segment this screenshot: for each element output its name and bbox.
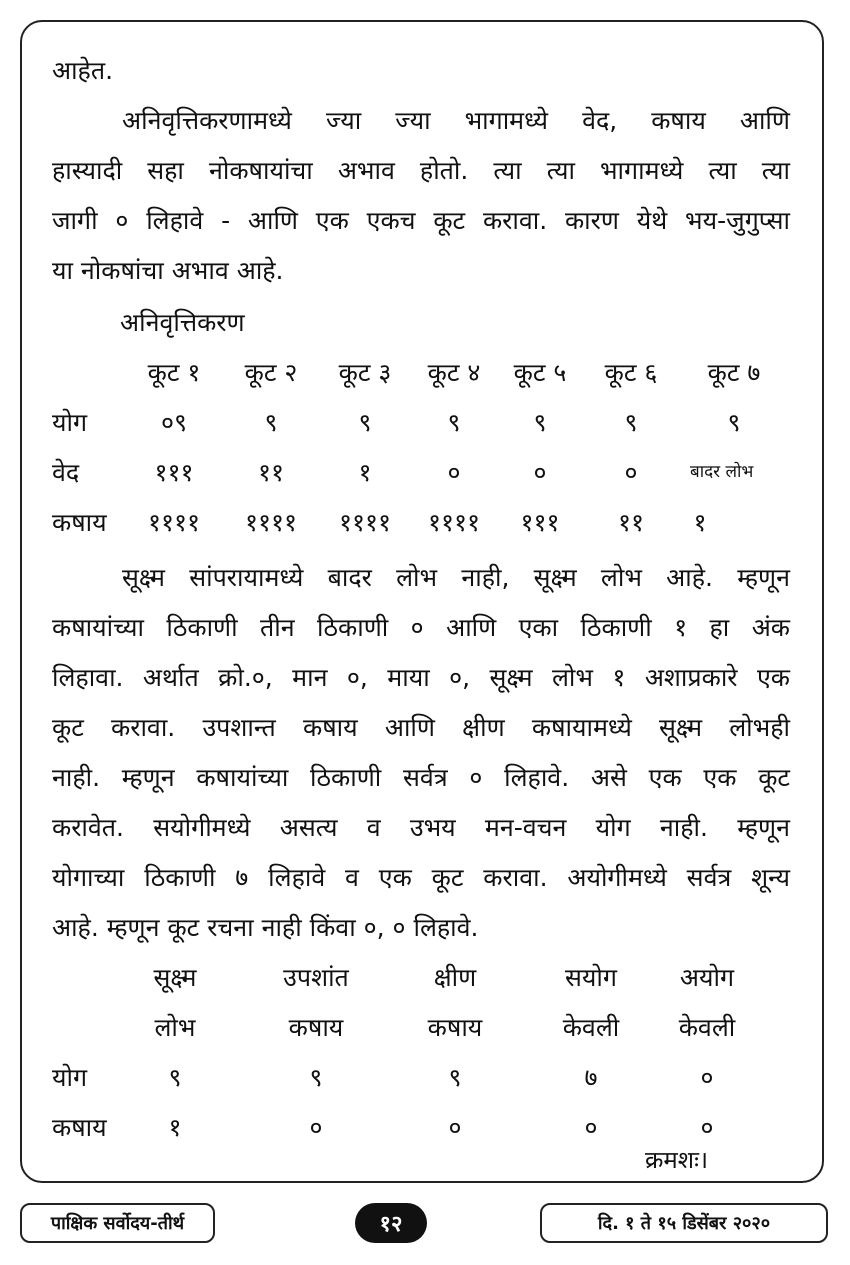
table-cell: ११: [257, 458, 284, 487]
table-header: कषाय: [288, 1013, 344, 1042]
table-cell: १: [693, 508, 707, 537]
continued-marker: क्रमशः।: [645, 1146, 709, 1174]
table-cell: १: [168, 1113, 182, 1142]
page-number: १२: [355, 1203, 427, 1243]
text-line: आहे. म्हणून कूट रचना नाही किंवा ०, ० लिहावे.: [52, 913, 479, 942]
row-label: योग: [52, 408, 88, 437]
table-header: लोभ: [154, 1013, 196, 1042]
table-header: क्षीण: [433, 963, 477, 992]
text-line: आहेत.: [52, 56, 114, 85]
table-cell: ०: [447, 458, 461, 487]
text-line: कषायांच्या ठिकाणी तीन ठिकाणी ० आणि एका ठिकाणी १ हा अंक: [52, 613, 790, 642]
row-label: कषाय: [52, 508, 107, 537]
table-header: सूक्ष्म: [153, 963, 197, 992]
table-cell: ९: [727, 408, 741, 437]
table-header: केवली: [562, 1013, 620, 1042]
text-line: नाही. म्हणून कषायांच्या ठिकाणी सर्वत्र ० लिहावे. असे एक एक कूट: [52, 763, 790, 792]
text-line: जागी ० लिहावे - आणि एक एकच कूट करावा. कारण येथे भय-जुगुप्सा: [52, 206, 790, 235]
table-cell: ११: [617, 508, 644, 537]
table-cell: ११११: [427, 508, 480, 537]
table-title: अनिवृत्तिकरण: [120, 308, 245, 337]
table-header: अयोग: [679, 963, 735, 992]
table-header: कूट १: [147, 358, 201, 387]
text-line: कूट करावा. उपशान्त कषाय आणि क्षीण कषायामध्ये सूक्ष्म लोभही: [52, 713, 790, 742]
table-cell: ९: [447, 408, 461, 437]
table-header: कूट २: [244, 358, 298, 387]
text-line: सूक्ष्म सांपरायामध्ये बादर लोभ नाही, सूक्ष्म लोभ आहे. म्हणून: [122, 563, 790, 592]
text-line: लिहावा. अर्थात क्रो.०, मान ०, माया ०, सूक्ष्म लोभ १ अशाप्रकारे एक: [52, 663, 790, 692]
text-line: अनिवृत्तिकरणामध्ये ज्या ज्या भागामध्ये वेद, कषाय आणि: [122, 106, 790, 135]
table-header: केवली: [678, 1013, 736, 1042]
table-header: कूट ४: [427, 358, 481, 387]
table-cell: ९: [358, 408, 372, 437]
table-cell: ९: [533, 408, 547, 437]
table-cell: १: [358, 458, 372, 487]
page-border: [20, 20, 824, 1183]
text-line: हास्यादी सहा नोकषायांचा अभाव होतो. त्या त्या भागामध्ये त्या त्या: [52, 156, 790, 185]
table-cell: ७: [584, 1063, 598, 1092]
table-cell: ०: [700, 1063, 714, 1092]
table-cell: ०: [448, 1113, 462, 1142]
table-cell: ९: [624, 408, 638, 437]
table-cell: १११: [520, 508, 560, 537]
table-cell: ९: [309, 1063, 323, 1092]
table-header: कूट ६: [604, 358, 658, 387]
text-line: या नोकषांचा अभाव आहे.: [52, 256, 284, 285]
table-cell: ११११: [338, 508, 391, 537]
table-cell: बादर लोभ: [690, 462, 754, 482]
table-cell: ९: [168, 1063, 182, 1092]
row-label: वेद: [52, 458, 80, 487]
table-cell: ९: [448, 1063, 462, 1092]
table-cell: ०: [624, 458, 638, 487]
text-line: योगाच्या ठिकाणी ७ लिहावे व एक कूट करावा. अयोगीमध्ये सर्वत्र शून्य: [52, 863, 790, 892]
issue-date: दि. १ ते १५ डिसेंबर २०२०: [540, 1203, 828, 1243]
table-cell: ०९: [160, 408, 187, 437]
table-cell: ०: [533, 458, 547, 487]
row-label: कषाय: [52, 1113, 107, 1142]
table-header: उपशांत: [283, 963, 349, 992]
row-label: योग: [52, 1063, 88, 1092]
table-header: कूट ३: [338, 358, 392, 387]
table-cell: ११११: [147, 508, 200, 537]
table-cell: ०: [584, 1113, 598, 1142]
table-cell: ०: [700, 1113, 714, 1142]
table-cell: ९: [264, 408, 278, 437]
publication-name: पाक्षिक सर्वोदय-तीर्थ: [20, 1203, 215, 1243]
table-header: कषाय: [427, 1013, 483, 1042]
table-cell: १११: [154, 458, 194, 487]
text-line: करावेत. सयोगीमध्ये असत्य व उभय मन-वचन योग नाही. म्हणून: [52, 813, 790, 842]
table-header: सयोग: [565, 963, 617, 992]
table-cell: ०: [309, 1113, 323, 1142]
table-header: कूट ५: [513, 358, 567, 387]
table-header: कूट ७: [707, 358, 761, 387]
table-cell: ११११: [244, 508, 297, 537]
